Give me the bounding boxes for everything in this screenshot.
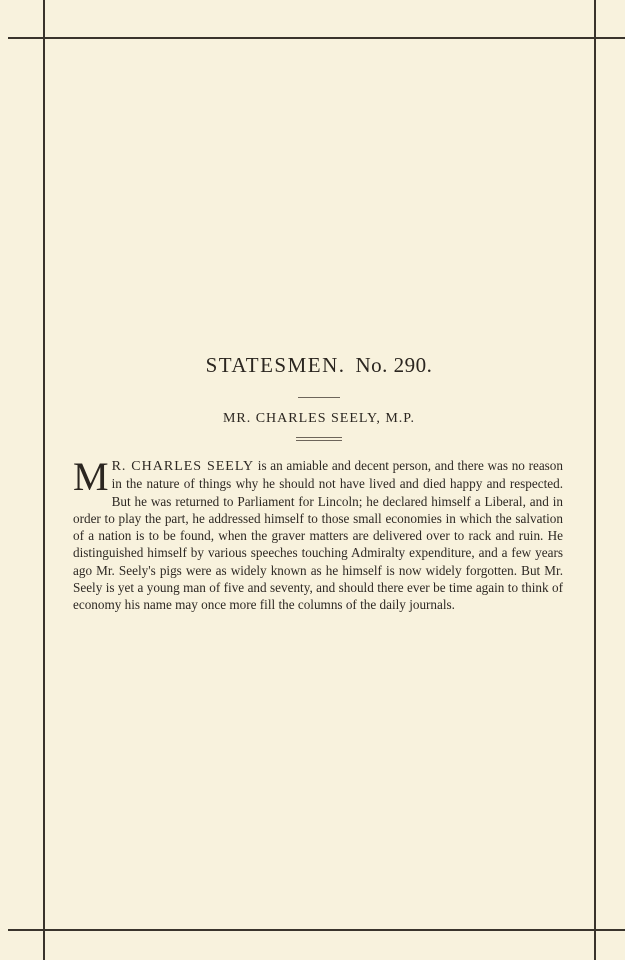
title-section: STATESMEN. [205, 353, 346, 377]
divider-rule [298, 397, 340, 398]
double-rule-upper [296, 437, 342, 438]
double-rule-lower [296, 440, 342, 441]
title-number: No. 290. [355, 353, 433, 377]
drop-cap: M [73, 454, 109, 499]
frame-top-line [8, 37, 625, 39]
article-text [73, 454, 563, 614]
page-title [44, 353, 594, 378]
subject-name: MR. CHARLES SEELY, M.P. [222, 411, 416, 426]
frame-right-line [594, 0, 596, 960]
article-lead: R. CHARLES SEELY [111, 459, 255, 474]
frame-bottom-line [8, 929, 625, 931]
article-body: is an amiable and decent person, and there was no reason in the nature of things why he should not have lived and died happy and respected. But he was returned to Parliament for Lincoln; he declared himself a Liberal, and in order to play the part, he addressed himself to those small economies in which the salvation of a nation is to be found, when the graver matters are delivered over to rack and ruin. He distinguished himself by various speeches touching Admiralty expenditure, and a few years ago Mr. Seely's pigs were as widely known as he himself is now widely forgotten. But Mr. Seely is yet a young man of five and seventy, and should there ever be time again to think of economy his name may once more fill the columns of the daily journals. [73, 458, 563, 613]
frame-left-line [43, 0, 45, 960]
